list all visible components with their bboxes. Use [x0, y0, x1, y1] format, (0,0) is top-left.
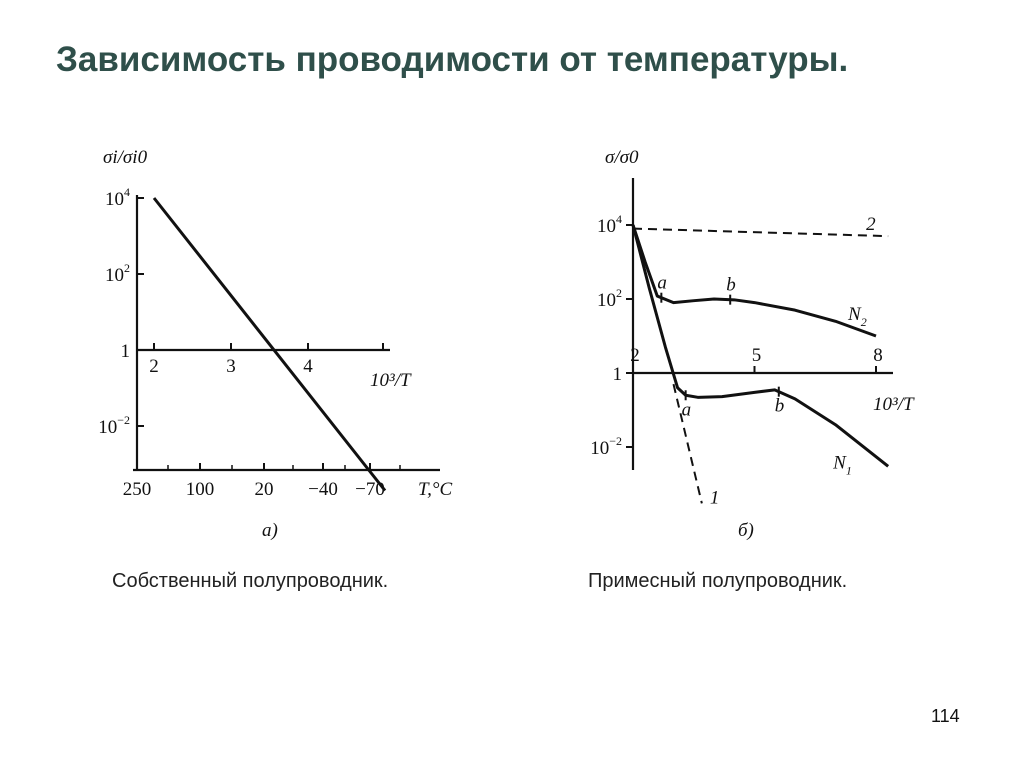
chart-b-panel-label: б) [738, 520, 754, 541]
chart-b-series-label: $N_1$ [833, 452, 852, 478]
chart-a-y-tick-label: $10^2$ [105, 261, 130, 286]
chart-b-y-tick-label: $10^{-2}$ [590, 434, 622, 459]
chart-a-y-tick-label: $10^{-2}$ [98, 413, 130, 438]
chart-b-x-tick-label: 2 [630, 345, 640, 366]
chart-b-x-tick-label: 8 [873, 345, 883, 366]
chart-b-annotation-label: a [681, 399, 692, 421]
chart-b-y-tick-label: $10^4$ [597, 212, 622, 237]
caption-extrinsic: Примесный полупроводник. [588, 570, 848, 592]
chart-intrinsic [98, 147, 452, 541]
chart-a-temperature-tick-label: −70 [355, 479, 385, 500]
chart-b-series-label: 1 [709, 487, 720, 509]
chart-a-temperature-tick-label: 100 [185, 479, 215, 500]
chart-a-line [154, 198, 385, 491]
chart-a-x-axis-title: 10³/T [370, 370, 411, 391]
chart-b-series-label: 2 [866, 214, 876, 236]
page-number: 114 [931, 706, 960, 726]
chart-b-x-tick-label: 5 [751, 345, 762, 366]
caption-intrinsic: Собственный полупроводник. [112, 570, 389, 592]
chart-a-x-tick-label: 4 [303, 356, 313, 377]
chart-b-annotation-label: b [774, 395, 785, 417]
chart-a-x-tick-label: 3 [226, 356, 236, 377]
chart-a-temperature-tick-label: 20 [254, 479, 274, 500]
chart-a-temperature-tick-label: 250 [122, 479, 152, 500]
chart-b-series-2-line [633, 229, 888, 237]
slide-title: Зависимость проводимости от температуры. [56, 40, 849, 79]
chart-b-annotation-label: b [726, 274, 736, 296]
chart-b-y-axis-title: σ/σ0 [605, 147, 639, 168]
chart-b-series-n2-line [633, 225, 876, 336]
chart-a-y-axis-title: σi/σi0 [103, 147, 148, 168]
chart-a-y-tick-label: $10^4$ [105, 185, 130, 210]
chart-a-panel-label: а) [262, 520, 278, 541]
chart-a-x-tick-label: 2 [149, 356, 159, 377]
chart-b-series-label: $N_2$ [848, 304, 867, 329]
chart-a-temperature-tick-label: −40 [308, 479, 338, 500]
chart-b-x-axis-title: 10³/T [873, 394, 914, 415]
chart-extrinsic [590, 147, 915, 541]
chart-a-y-tick-label: 1 [120, 341, 130, 362]
chart-b-y-tick-label: $10^2$ [597, 286, 622, 311]
chart-b-y-tick-label: 1 [612, 364, 622, 385]
chart-a-temperature-axis-title: T,°C [418, 479, 453, 500]
chart-b-annotation-label: a [657, 272, 667, 294]
